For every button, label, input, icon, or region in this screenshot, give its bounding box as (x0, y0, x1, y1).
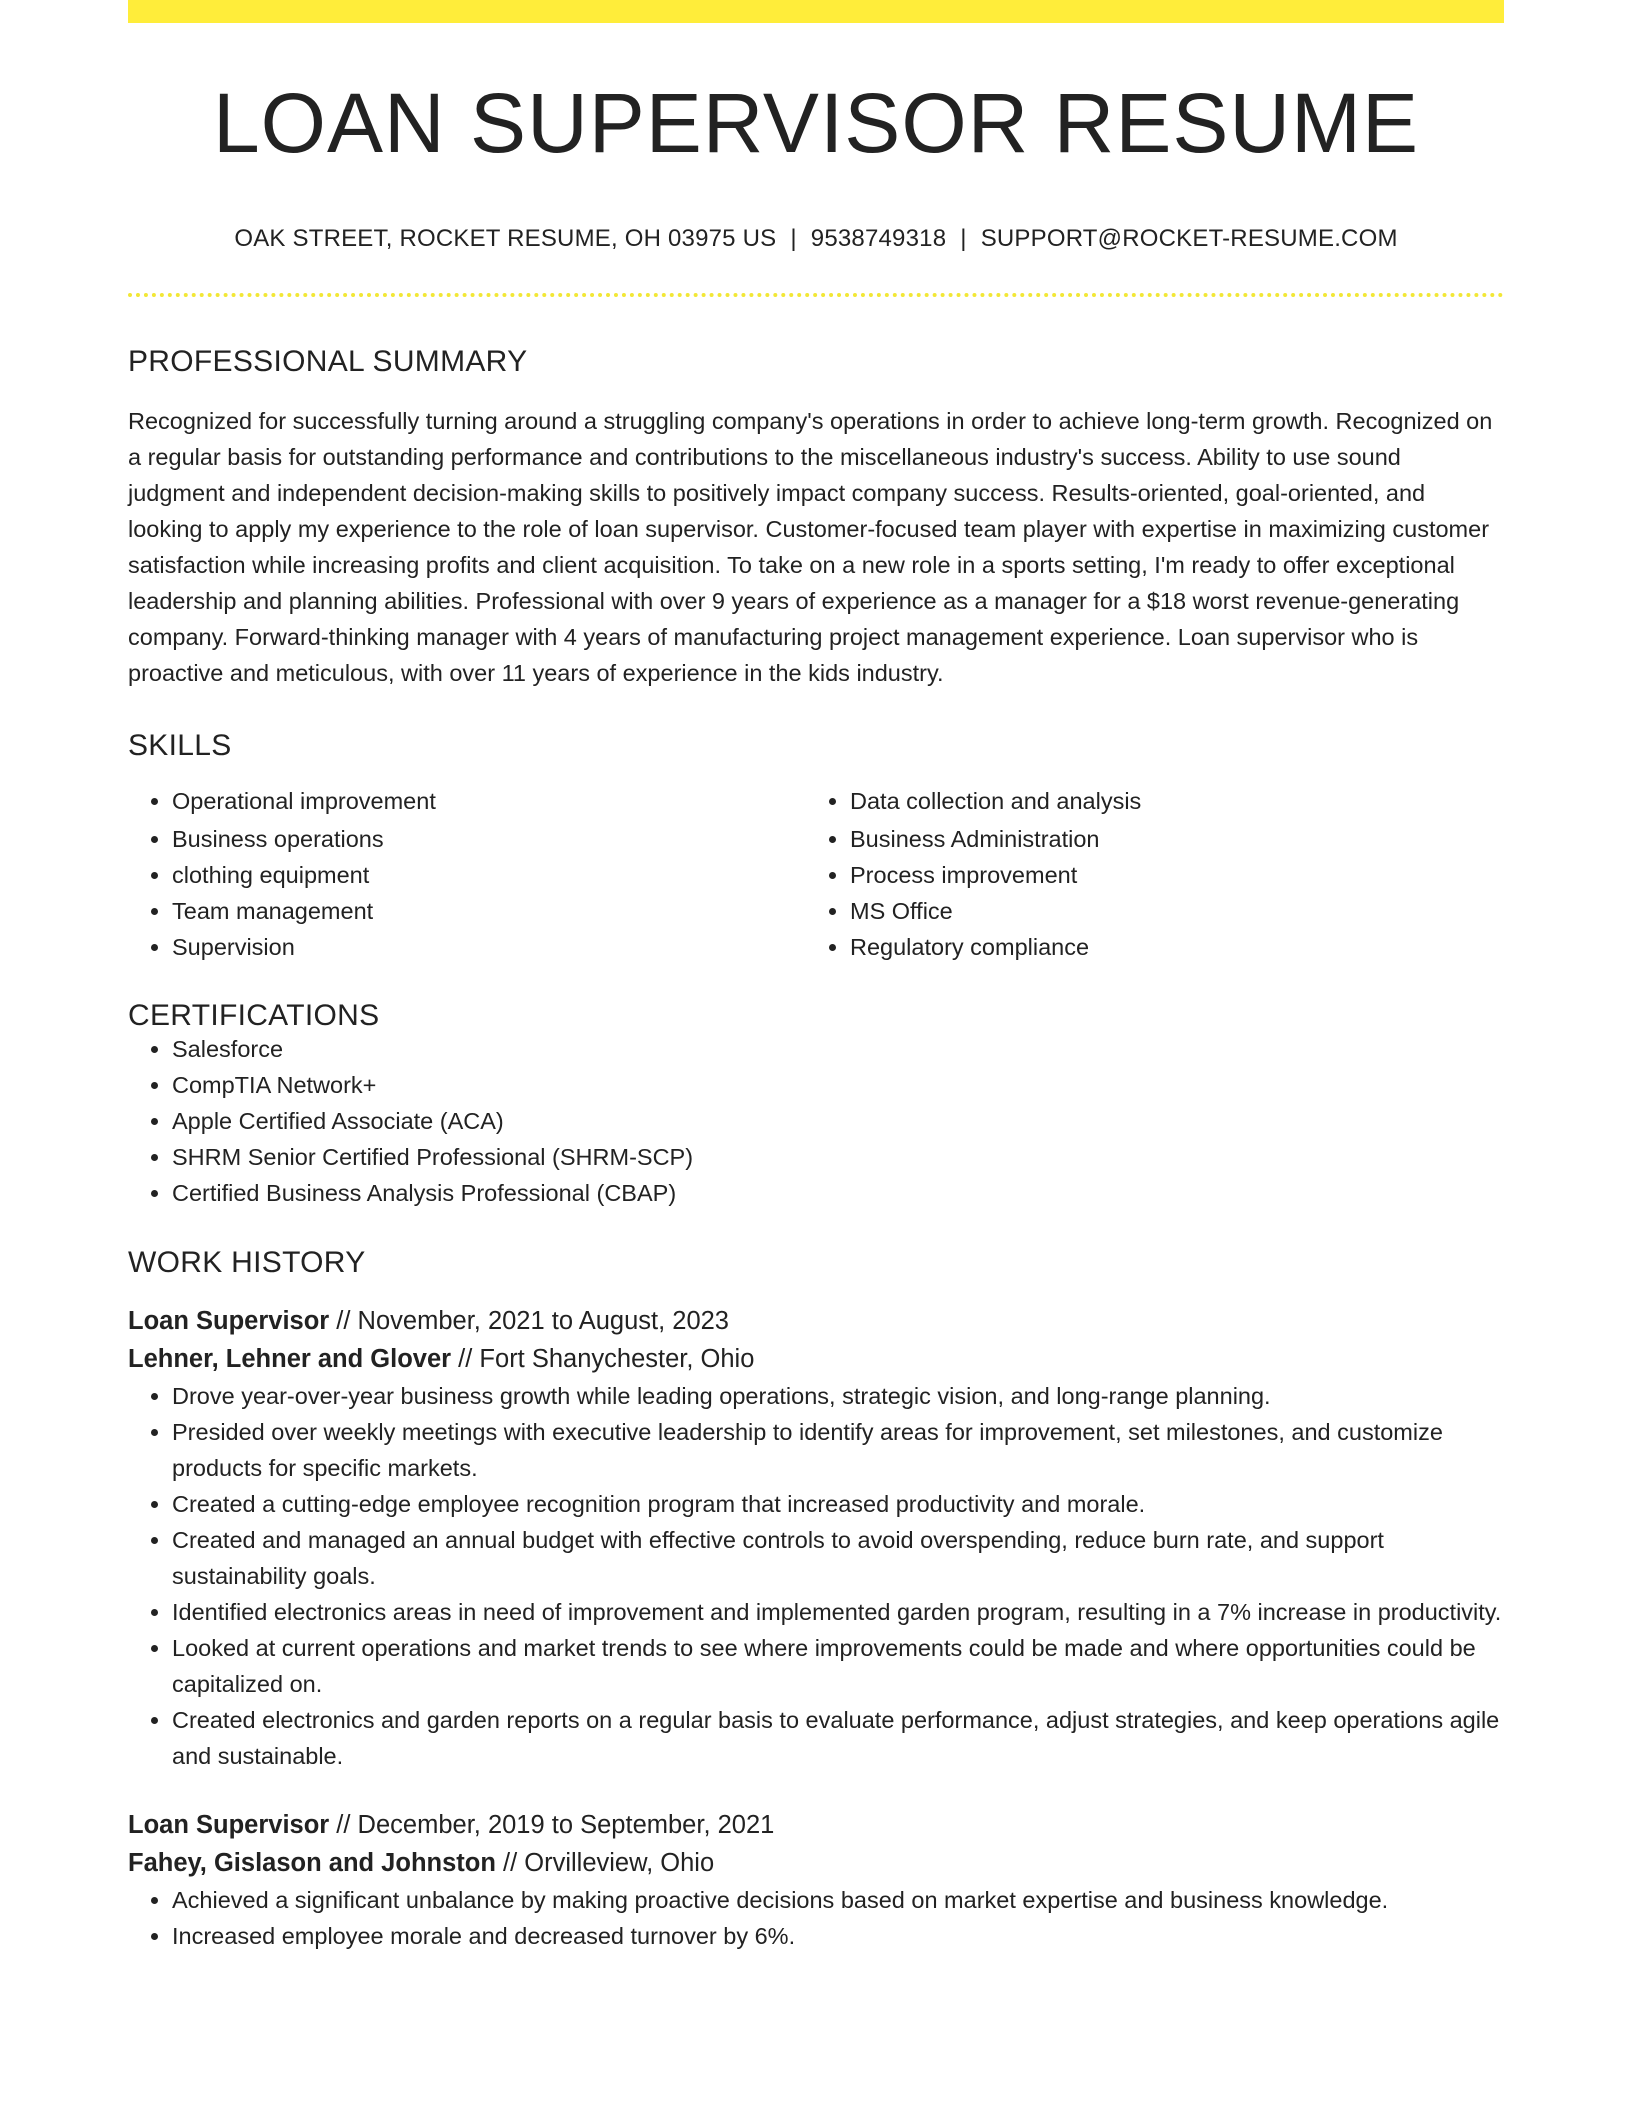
job-dates: // December, 2019 to September, 2021 (329, 1811, 775, 1839)
skill-item: • Supervision (172, 929, 806, 965)
skill-item: • Regulatory compliance (850, 929, 1484, 965)
skills-column-right (806, 783, 1484, 965)
contact-separator: | (960, 225, 967, 252)
job-title: Loan Supervisor (128, 1307, 330, 1335)
certification-item: • Salesforce (172, 1031, 1504, 1067)
job-entry (128, 1302, 1504, 1774)
job-bullet: • Identified electronics areas in need of improvement and implemented garden program, resulting in a 7% increase in productivity. (172, 1594, 1504, 1630)
skills-columns (128, 783, 1504, 965)
job-entry (128, 1806, 1504, 1954)
resume-title: LOAN SUPERVISOR RESUME (212, 76, 1420, 170)
job-location: // Fort Shanychester, Ohio (451, 1345, 755, 1373)
skill-item: • Operational improvement (172, 783, 806, 819)
certification-item: • SHRM Senior Certified Professional (SHRM-SCP) (172, 1139, 1504, 1175)
certification-item: • Certified Business Analysis Professional (CBAP) (172, 1175, 1504, 1211)
skills-list (806, 783, 1484, 965)
skill-item: • MS Office (850, 893, 1484, 929)
job-bullets (128, 1378, 1504, 1774)
contact-phone: 9538749318 (810, 225, 947, 252)
job-bullets (128, 1882, 1504, 1954)
certifications-list (128, 1031, 1504, 1211)
resume-page (128, 0, 1504, 1954)
contact-separator: | (790, 225, 797, 252)
job-bullet: • Drove year-over-year business growth while leading operations, strategic vision, and long-range planning. (172, 1378, 1504, 1414)
contact-line (128, 227, 1504, 251)
section-heading-work-history: WORK HISTORY (128, 1246, 366, 1279)
summary-text: Recognized for successfully turning around a struggling company's operations in order to achieve long-term growth. Recognized on a regular basis for outstanding performance and contributions to the miscellaneous industry's success. Ability to use sound judgment and independent decision-making skills to positively impact company success. Results-oriented, goal-oriented, and looking to apply my experience to the role of loan supervisor. Customer-focused team player with expertise in maximizing customer satisfaction while increasing profits and client acquisition. To take on a new role in a sports setting, I'm ready to offer exceptional leadership and planning abilities. Professional with over 9 years of experience as a manager for a $18 worst revenue-generating company. Forward-thinking manager with 4 years of manufacturing project management experience. Loan supervisor who is proactive and meticulous, with over 11 years of experience in the kids industry. (128, 408, 1493, 686)
job-company: Fahey, Gislason and Johnston (128, 1849, 496, 1877)
accent-top-bar (128, 0, 1504, 23)
job-title: Loan Supervisor (128, 1811, 330, 1839)
section-heading-certifications: CERTIFICATIONS (128, 999, 380, 1032)
skill-item: • Business operations (172, 821, 806, 857)
skills-list (128, 783, 806, 965)
skill-item: • clothing equipment (172, 857, 806, 893)
skill-item: • Business Administration (850, 821, 1484, 857)
job-bullet: • Achieved a significant unbalance by making proactive decisions based on market expertise and business knowledge. (172, 1882, 1504, 1918)
dotted-divider (128, 293, 1504, 297)
section-heading-skills: SKILLS (128, 729, 232, 762)
job-title-line (128, 1806, 1504, 1844)
job-dates: // November, 2021 to August, 2023 (329, 1307, 729, 1335)
job-bullet: • Presided over weekly meetings with executive leadership to identify areas for improvement, set milestones, and customize products for specific markets. (172, 1414, 1504, 1486)
job-location: // Orvilleview, Ohio (495, 1849, 715, 1877)
contact-email: SUPPORT@ROCKET-RESUME.COM (980, 225, 1398, 252)
job-bullet: • Created electronics and garden reports on a regular basis to evaluate performance, adjust strategies, and keep operations agile and sustainable. (172, 1702, 1504, 1774)
certification-item: • Apple Certified Associate (ACA) (172, 1103, 1504, 1139)
certification-item: • CompTIA Network+ (172, 1067, 1504, 1103)
job-bullet: • Looked at current operations and market trends to see where improvements could be made and where opportunities could be capitalized on. (172, 1630, 1504, 1702)
job-company: Lehner, Lehner and Glover (128, 1345, 452, 1373)
skill-item: • Data collection and analysis (850, 783, 1484, 819)
job-bullet: • Created and managed an annual budget with effective controls to avoid overspending, reduce burn rate, and support sustainability goals. (172, 1522, 1504, 1594)
skill-item: • Team management (172, 893, 806, 929)
job-company-line (128, 1340, 1504, 1378)
job-company-line (128, 1844, 1504, 1882)
skill-item: • Process improvement (850, 857, 1484, 893)
skills-column-left (128, 783, 806, 965)
job-bullet: • Increased employee morale and decreased turnover by 6%. (172, 1918, 1504, 1954)
contact-address: OAK STREET, ROCKET RESUME, OH 03975 US (234, 225, 777, 252)
job-title-line (128, 1302, 1504, 1340)
section-heading-summary: PROFESSIONAL SUMMARY (128, 345, 528, 378)
job-bullet: • Created a cutting-edge employee recognition program that increased productivity and morale. (172, 1486, 1504, 1522)
